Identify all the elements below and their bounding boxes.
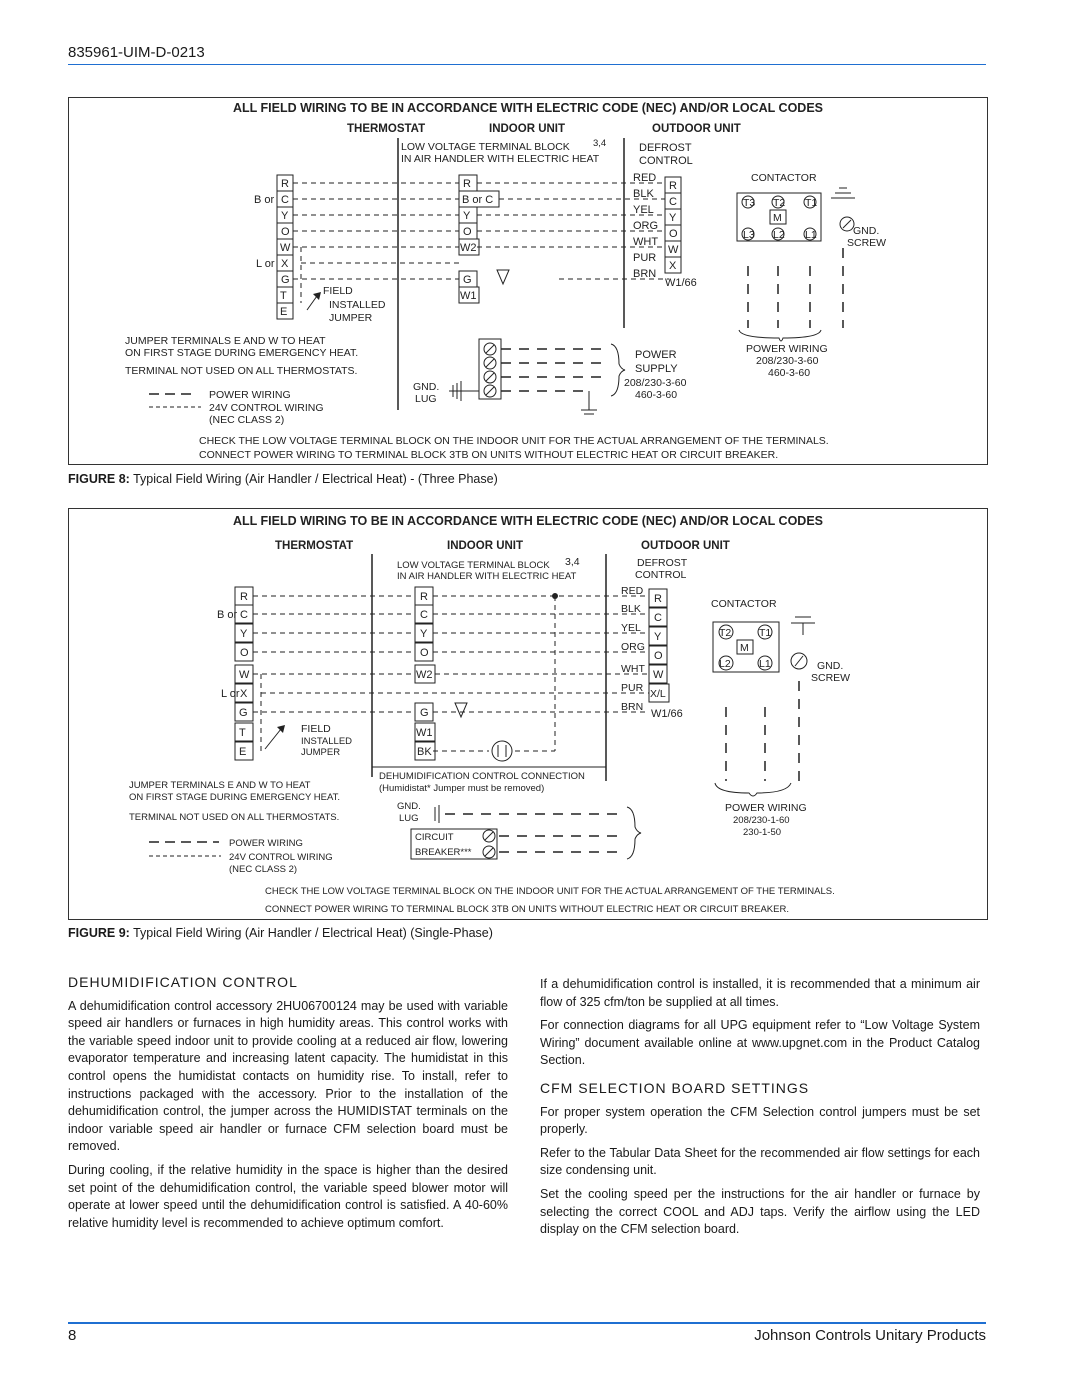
fig8-tstat-x: X [281, 258, 289, 270]
page-number: 8 [68, 1327, 77, 1344]
cfm-para-3: Set the cooling speed per the instructions for the air handler or furnace by selecting the correct COOL and ADJ taps. Verify the airflow using the LED display on the CFM selection board. [540, 1186, 980, 1237]
fig8-legend-control-2: (NEC CLASS 2) [209, 414, 285, 426]
fig8-wire-red: RED [633, 172, 657, 184]
fig9-ind-bk: BK [417, 746, 432, 758]
fig9-note4: CONNECT POWER WIRING TO TERMINAL BLOCK 3TB ON UNITS WITHOUT ELECTRIC HEAT OR CIRCUIT BREAKER. [265, 904, 789, 915]
fig9-outdoor-terminals [649, 589, 683, 720]
fig9-field-jumper [265, 723, 352, 758]
fig8-power-legs [748, 248, 843, 328]
fig9-wire-brn: BRN [621, 701, 644, 713]
fig9-ct-t2: T2 [719, 627, 732, 639]
dehumidification-para-1: A dehumidification control accessory 2HU06700124 may be used with variable speed air handlers or furnaces in high humidity areas. This control works with the variable speed indoor unit to provide cooling at a reduced air flow, lowering evaporator temperature and increasing latent capacity. The humidistat in this control opens the humidistat contacts on humidity rise. To install, refer to instructions packaged with the accessory. Prior to the installation of the dehumidification control, the jumper across the HUMIDISTAT terminals on the indoor variable speed air handler or furnace CFM selection board must be removed. [68, 998, 508, 1154]
dehumidification-heading: DEHUMIDIFICATION CONTROL [68, 974, 298, 990]
fig9-dehum-2: (Humidistat* Jumper must be removed) [379, 783, 545, 794]
fig8-ind-w1: W1 [460, 290, 477, 302]
footer-rule [68, 1322, 986, 1324]
fig8-defrost-1: DEFROST [639, 142, 692, 154]
fig8-ct-l3: L3 [743, 229, 755, 241]
fig9-defrost-1: DEFROST [637, 557, 688, 569]
fig9-contactor: CONTACTOR [711, 598, 777, 610]
fig8-tstat-c: C [281, 194, 289, 206]
right-column [540, 976, 980, 1245]
fig9-tstat-x: X [240, 688, 248, 700]
fig9-wire-red: RED [621, 585, 644, 597]
fig9-ind-o: O [420, 647, 429, 659]
fig9-out-w: W [653, 669, 664, 681]
fig8-out-w: W [668, 244, 679, 256]
fig8-pw-3: 460-3-60 [768, 367, 811, 379]
fig8-tstat-o: O [281, 226, 290, 238]
fig8-col-indoor: INDOOR UNIT [489, 123, 566, 135]
fig8-ct-l1: L1 [805, 229, 817, 241]
fig8-ct-l2: L2 [773, 229, 785, 241]
figure-9-svg [69, 509, 987, 919]
fig8-contactor: CONTACTOR [751, 172, 817, 184]
fig9-ind-g: G [420, 707, 429, 719]
fig9-junction-dot [552, 593, 558, 599]
fig9-ct-m: M [740, 642, 749, 654]
fig8-wire-colors [633, 172, 658, 280]
fig9-power-legs [726, 681, 799, 781]
fig9-note1-a: JUMPER TERMINALS E AND W TO HEAT [129, 780, 311, 791]
fig9-tstat-e: E [239, 746, 247, 758]
figure-9-caption-text: Typical Field Wiring (Air Handler / Electrical Heat) (Single-Phase) [133, 926, 493, 940]
fig8-pw-2: 208/230-3-60 [756, 355, 819, 367]
upg-diagrams-para: For connection diagrams for all UPG equipment refer to “Low Voltage System Wiring” document available online at www.upgnet.com in the Product Catalog Section. [540, 1018, 980, 1068]
fig8-wire-blk: BLK [633, 188, 654, 200]
fig9-wire-yel: YEL [621, 622, 641, 634]
figure-9-diagram [68, 508, 988, 920]
fig9-out-c: C [654, 612, 662, 624]
fig9-col-outdoor: OUTDOOR UNIT [641, 540, 730, 552]
fig8-fj-2: INSTALLED [329, 299, 386, 311]
fig8-tstat-g: G [281, 274, 290, 286]
fig9-legend-control-1: 24V CONTROL WIRING [229, 852, 333, 863]
fig8-tstat-y: Y [281, 210, 289, 222]
fig8-out-y: Y [669, 212, 677, 224]
header-rule [68, 64, 986, 65]
fig9-contactor-block [713, 617, 850, 684]
fig8-supply-wires [501, 349, 609, 391]
fig9-breaker-block [397, 801, 497, 859]
cfm-para-1: For proper system operation the CFM Selection control jumpers must be set properly. [540, 1104, 980, 1137]
fig8-wire-pur: PUR [633, 252, 657, 264]
fig9-out-r: R [654, 593, 662, 605]
fig8-wire-wht: WHT [633, 236, 659, 248]
figure-8-label: FIGURE 8: [68, 472, 130, 486]
fig8-ind-g: G [463, 274, 472, 286]
fig9-wire-colors [621, 585, 645, 713]
fig9-tstat-o: O [240, 647, 249, 659]
figure-8-svg [69, 98, 987, 464]
fig9-fj-1: FIELD [301, 723, 331, 735]
fig9-gnd-screw-2: SCREW [811, 672, 851, 684]
fig8-ind-w2: W2 [460, 242, 477, 254]
fig9-ind-y: Y [420, 628, 428, 640]
fig8-note4: CONNECT POWER WIRING TO TERMINAL BLOCK 3TB ON UNITS WITHOUT ELECTRIC HEAT OR CIRCUIT BREAKER. [199, 449, 779, 461]
fig8-col-thermostat: THERMOSTAT [347, 123, 426, 135]
fig9-supply-wires [445, 814, 625, 852]
fig9-note3: CHECK THE LOW VOLTAGE TERMINAL BLOCK ON THE INDOOR UNIT FOR THE ACTUAL ARRANGEMENT OF THE TERMINALS. [265, 886, 835, 897]
fig9-lvtb-line1: LOW VOLTAGE TERMINAL BLOCK [397, 560, 550, 571]
cfm-selection-heading: CFM SELECTION BOARD SETTINGS [540, 1079, 810, 1096]
fig8-power-terminal-block [413, 339, 501, 405]
fig9-fj-3: JUMPER [301, 747, 341, 758]
fig9-wire-blk: BLK [621, 603, 641, 615]
fig9-wire-org: ORG [621, 641, 645, 653]
fig9-tstat-w: W [239, 669, 250, 681]
fig8-wire-org: ORG [633, 220, 659, 232]
fig9-gnd-screw-1: GND. [817, 660, 844, 672]
footer-company: Johnson Controls Unitary Products [754, 1327, 986, 1344]
fig9-col-thermostat: THERMOSTAT [275, 540, 354, 552]
fig9-ct-l1: L1 [759, 658, 771, 670]
fig8-out-c: C [669, 196, 677, 208]
fig8-ps-1: POWER [635, 349, 677, 361]
fig9-lvtb-sup: 3,4 [565, 556, 580, 568]
fig9-dehum-1: DEHUMIDIFICATION CONTROL CONNECTION [379, 771, 585, 782]
fig9-tstat-y: Y [240, 628, 248, 640]
fig8-ps-4: 460-3-60 [635, 389, 678, 401]
fig8-legend-control-1: 24V CONTROL WIRING [209, 402, 324, 414]
document-id: 835961-UIM-D-0213 [68, 44, 205, 61]
fig8-ind-c: B or C [462, 194, 494, 206]
fig9-l-or: L or [221, 688, 240, 700]
figure-8-diagram [68, 97, 988, 465]
fig9-ind-w2: W2 [416, 669, 433, 681]
fig8-tstat-r: R [281, 178, 289, 190]
fig8-lvtb-sup: 3,4 [593, 138, 607, 149]
fig8-l-or: L or [256, 258, 275, 270]
fig8-tstat-w: W [280, 242, 291, 254]
left-column [68, 974, 508, 1238]
fig8-out-r: R [669, 180, 677, 192]
fig8-pw-1: POWER WIRING [746, 343, 828, 355]
fig8-b-or: B or [254, 194, 275, 206]
fig9-legend-power: POWER WIRING [229, 838, 303, 849]
dehumidification-para-3: If a dehumidification control is installed, it is recommended that a minimum air flow of 325 cfm/ton be supplied at all times. [540, 977, 980, 1009]
fig8-note3: CHECK THE LOW VOLTAGE TERMINAL BLOCK ON THE INDOOR UNIT FOR THE ACTUAL ARRANGEMENT OF THE TERMINALS. [199, 435, 829, 447]
fig8-gnd-lug-1: GND. [413, 381, 440, 393]
fig9-pw-1: POWER WIRING [725, 802, 807, 814]
fig8-gnd-screw-2: SCREW [847, 237, 887, 249]
fig9-col-indoor: INDOOR UNIT [447, 540, 524, 552]
fig8-wire-yel: YEL [633, 204, 654, 216]
fig8-header: ALL FIELD WIRING TO BE IN ACCORDANCE WITH ELECTRIC CODE (NEC) AND/OR LOCAL CODES [232, 101, 824, 115]
fig9-gnd-lug-2: LUG [399, 813, 419, 824]
fig8-field-jumper [307, 285, 386, 324]
fig9-out-w166: W1/66 [651, 708, 683, 720]
fig8-tstat-t: T [280, 290, 287, 302]
fig8-ind-y: Y [463, 210, 471, 222]
fig9-legend-control-2: (NEC CLASS 2) [229, 864, 298, 875]
fig8-tstat-e: E [280, 306, 288, 318]
fig8-note1-a: JUMPER TERMINALS E AND W TO HEAT [125, 335, 326, 347]
fig9-cb-1: CIRCUIT [415, 832, 454, 843]
figure-8-caption-text: Typical Field Wiring (Air Handler / Electrical Heat) - (Three Phase) [133, 472, 498, 486]
fig9-pw-3: 230-1-50 [743, 827, 782, 838]
fig8-wire-brn: BRN [633, 268, 657, 280]
fig8-ind-o: O [463, 226, 472, 238]
fig8-indoor-terminals [459, 175, 509, 303]
fig9-ind-w1: W1 [416, 727, 433, 739]
fig8-gnd-screw-1: GND. [853, 225, 880, 237]
fig9-ind-r: R [420, 591, 428, 603]
fig9-pw-2: 208/230-1-60 [733, 815, 790, 826]
fig9-wire-pur: PUR [621, 682, 644, 694]
cfm-para-2: Refer to the Tabular Data Sheet for the recommended air flow settings for each size condensing unit. [540, 1145, 980, 1178]
fig9-out-xl: X/L [650, 688, 666, 700]
fig8-ct-t1: T1 [805, 197, 818, 209]
fig9-tstat-r: R [240, 591, 248, 603]
fig8-ct-m: M [773, 212, 782, 224]
fig9-b-or: B or [217, 609, 238, 621]
fig8-thermostat-terminals [254, 175, 293, 319]
figure-9-label: FIGURE 9: [68, 926, 130, 940]
fig9-note2: TERMINAL NOT USED ON ALL THERMOSTATS. [129, 812, 340, 823]
fig8-lvtb-line1: LOW VOLTAGE TERMINAL BLOCK [401, 141, 570, 153]
fig9-thermostat-terminals [217, 587, 253, 760]
fig8-note2: TERMINAL NOT USED ON ALL THERMOSTATS. [125, 365, 358, 377]
fig8-ps-3: 208/230-3-60 [624, 377, 687, 389]
fig9-gnd-lug-1: GND. [397, 801, 421, 812]
fig9-out-o: O [654, 650, 663, 662]
fig9-wire-wht: WHT [621, 663, 645, 675]
fig9-ind-c: C [420, 609, 428, 621]
fig9-note1-b: ON FIRST STAGE DURING EMERGENCY HEAT. [129, 792, 340, 803]
fig8-fj-3: JUMPER [329, 312, 373, 324]
figure-8-caption [68, 472, 498, 486]
fig9-ct-l2: L2 [719, 658, 731, 670]
fig9-tstat-g: G [239, 707, 248, 719]
fig8-outdoor-terminals [665, 177, 697, 289]
figure-9-caption [68, 926, 493, 940]
dehumidification-para-2: During cooling, if the relative humidity in the space is higher than the desired set point of the dehumidification control, the variable speed blower motor will operate at lower speed until the dehumidification control is satisfied. A 40-60% relative humidity level is recommended to achieve optimum comfort. [68, 1162, 508, 1230]
fig9-defrost-2: CONTROL [635, 569, 687, 581]
fig8-ps-2: SUPPLY [635, 363, 678, 375]
fig8-out-w166: W1/66 [665, 277, 697, 289]
fig8-ind-r: R [463, 178, 471, 190]
fig8-gnd-lug-2: LUG [415, 393, 437, 405]
fig8-defrost-2: CONTROL [639, 155, 693, 167]
fig8-col-outdoor: OUTDOOR UNIT [652, 123, 741, 135]
fig9-header: ALL FIELD WIRING TO BE IN ACCORDANCE WITH ELECTRIC CODE (NEC) AND/OR LOCAL CODES [232, 514, 824, 528]
fig9-fj-2: INSTALLED [301, 736, 353, 747]
fig9-tstat-c: C [240, 609, 248, 621]
fig8-fj-1: FIELD [323, 285, 353, 297]
fig9-tstat-t: T [239, 727, 246, 739]
fig8-out-x: X [669, 260, 677, 272]
fig9-cb-2: BREAKER*** [415, 847, 472, 858]
fig8-lvtb-line2: IN AIR HANDLER WITH ELECTRIC HEAT [401, 153, 600, 165]
fig8-note1-b: ON FIRST STAGE DURING EMERGENCY HEAT. [125, 347, 359, 359]
fig9-lvtb-line2: IN AIR HANDLER WITH ELECTRIC HEAT [397, 571, 577, 582]
fig8-ct-t2: T2 [773, 197, 786, 209]
fig8-legend-power: POWER WIRING [209, 389, 291, 401]
fig8-out-o: O [669, 228, 678, 240]
fig9-ct-t1: T1 [759, 627, 772, 639]
fig8-contactor-block [737, 188, 886, 249]
fig8-ct-t3: T3 [743, 197, 756, 209]
fig9-out-y: Y [654, 631, 662, 643]
